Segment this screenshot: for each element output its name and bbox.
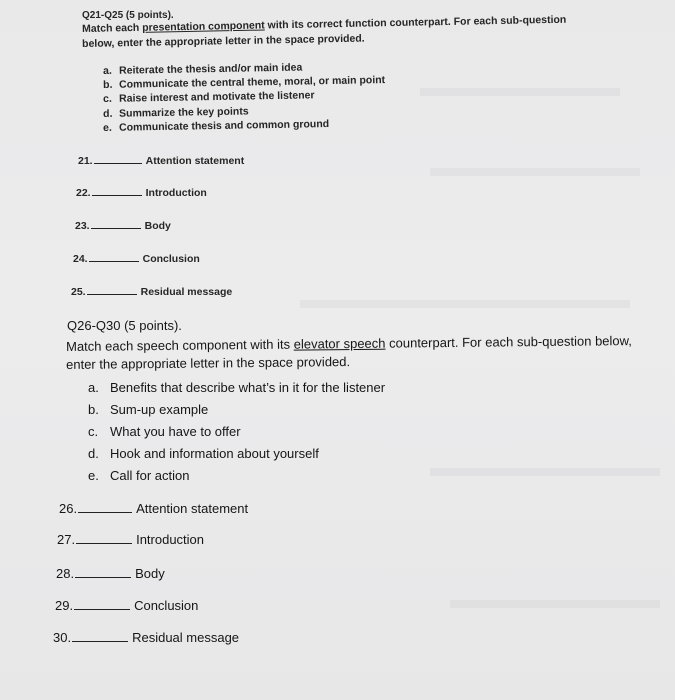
section1-option (103, 74, 385, 91)
question-row (73, 251, 200, 265)
question-label: Conclusion (142, 253, 200, 265)
question-number: 23. (75, 220, 90, 232)
option-letter: b. (88, 402, 99, 417)
question-label: Conclusion (134, 598, 199, 613)
question-label: Body (135, 566, 165, 581)
section2-option (88, 446, 319, 461)
answer-blank[interactable] (74, 599, 130, 610)
question-number: 26. (59, 501, 78, 516)
section2-instruction-pre: Match each speech component with its (66, 336, 294, 354)
question-number: 29. (55, 598, 74, 613)
section1-heading: Q21-Q25 (5 points). (82, 10, 174, 21)
option-letter: d. (103, 107, 113, 120)
section1-instruction-underlined: presentation component (142, 19, 265, 34)
answer-blank[interactable] (87, 284, 137, 295)
section2-option (88, 402, 208, 417)
section1-instruction-pre: Match each (82, 21, 143, 35)
answer-blank[interactable] (76, 533, 132, 544)
question-label: Residual message (132, 630, 240, 645)
option-letter: c. (103, 92, 112, 105)
answer-blank[interactable] (91, 218, 141, 229)
option-text: Sum-up example (110, 402, 209, 417)
section1-instruction-line2: below, enter the appropriate letter in the space provided. (82, 32, 365, 50)
answer-blank[interactable] (89, 251, 139, 262)
option-letter: e. (88, 468, 99, 483)
question-number: 22. (76, 187, 91, 199)
option-letter: b. (103, 78, 113, 91)
question-row (55, 598, 198, 613)
section2-instruction-post: counterpart. For each sub-question below, (385, 333, 632, 351)
question-number: 27. (57, 532, 76, 547)
section2-option (88, 380, 385, 395)
question-row (59, 501, 248, 516)
question-number: 28. (56, 566, 75, 581)
question-label: Body (144, 220, 171, 232)
option-text: Benefits that describe what’s in it for the listener (110, 380, 386, 395)
section1-option (103, 89, 315, 105)
option-text: Call for action (110, 468, 190, 483)
question-row (75, 218, 171, 232)
question-number: 25. (71, 286, 86, 298)
question-row (76, 185, 207, 199)
option-letter: a. (88, 380, 99, 395)
option-text: Communicate thesis and common ground (118, 118, 330, 134)
option-text: Reiterate the thesis and/or main idea (118, 61, 303, 77)
section1-option (103, 118, 329, 134)
question-number: 21. (78, 155, 93, 167)
section1-option (103, 105, 249, 120)
question-label: Attention statement (136, 501, 249, 516)
section2-instruction-line1 (66, 333, 632, 354)
option-letter: d. (88, 446, 99, 461)
question-row (56, 566, 165, 581)
question-label: Residual message (140, 286, 233, 298)
question-row (78, 153, 244, 167)
question-label: Introduction (136, 532, 205, 547)
section1-instruction-post: with its correct function counterpart. For each sub-question (264, 13, 567, 32)
option-letter: e. (103, 121, 112, 134)
section2-option (88, 424, 241, 439)
option-text: Communicate the central theme, moral, or main point (118, 74, 386, 91)
option-letter: a. (103, 64, 112, 77)
section2-instruction-underlined: elevator speech (293, 335, 386, 352)
answer-blank[interactable] (78, 502, 132, 513)
option-text: What you have to offer (110, 424, 241, 439)
answer-blank[interactable] (92, 185, 142, 196)
option-text: Hook and information about yourself (110, 446, 319, 461)
section2-option (88, 468, 189, 483)
question-row (53, 630, 239, 645)
question-label: Attention statement (145, 155, 245, 167)
question-number: 30. (53, 630, 72, 645)
section2-instruction-line2: enter the appropriate letter in the space provided. (66, 354, 351, 372)
option-text: Summarize the key points (118, 105, 249, 120)
question-row (71, 284, 232, 298)
question-number: 24. (73, 253, 88, 265)
question-row (57, 532, 204, 547)
section1-option (103, 62, 302, 77)
answer-blank[interactable] (75, 567, 131, 578)
answer-blank[interactable] (72, 631, 128, 642)
option-text: Raise interest and motivate the listener (118, 89, 315, 105)
question-label: Introduction (145, 187, 207, 199)
answer-blank[interactable] (94, 153, 142, 164)
section2-heading: Q26-Q30 (5 points). (67, 318, 182, 333)
option-letter: c. (88, 424, 99, 439)
